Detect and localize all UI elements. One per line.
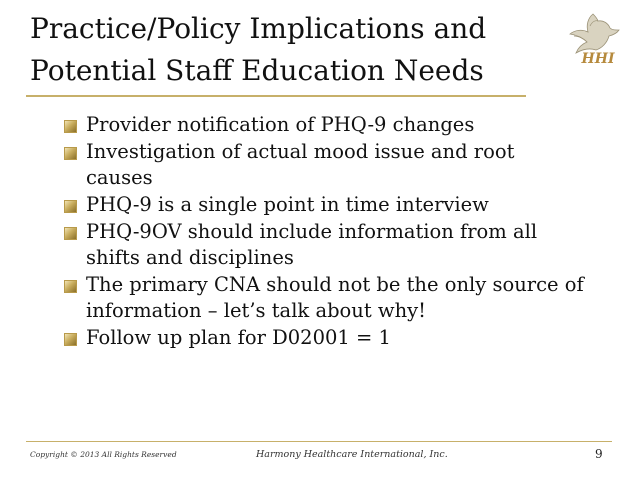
list-item xyxy=(64,325,584,351)
bullet-text: Investigation of actual mood issue and root causes xyxy=(86,140,515,189)
list-item xyxy=(64,219,584,271)
gold-square-bullet-icon xyxy=(64,333,77,346)
slide-title xyxy=(30,8,570,92)
footer-divider xyxy=(26,441,612,442)
bullet-text: PHQ-9OV should include information from all shifts and disciplines xyxy=(86,220,538,269)
list-item xyxy=(64,139,584,191)
gold-square-bullet-icon xyxy=(64,147,77,160)
bullet-list xyxy=(64,112,584,352)
title-line-2: Potential Staff Education Needs xyxy=(30,54,484,87)
list-item xyxy=(64,192,584,218)
list-item xyxy=(64,112,584,138)
bullet-text: Follow up plan for D02001 = 1 xyxy=(86,326,391,349)
footer-copyright: Copyright © 2013 All Rights Reserved xyxy=(30,450,177,459)
bullet-text: PHQ-9 is a single point in time interview xyxy=(86,193,489,216)
footer-company: Harmony Healthcare International, Inc. xyxy=(256,449,448,460)
list-item xyxy=(64,272,584,324)
gold-square-bullet-icon xyxy=(64,227,77,240)
bullet-text: The primary CNA should not be the only source of information – let’s talk about why! xyxy=(86,273,584,322)
title-line-1: Practice/Policy Implications and xyxy=(30,12,487,45)
gold-square-bullet-icon xyxy=(64,280,77,293)
logo-text: HHI xyxy=(581,51,615,67)
gold-square-bullet-icon xyxy=(64,200,77,213)
title-underline xyxy=(26,95,526,97)
bullet-text: Provider notification of PHQ-9 changes xyxy=(86,113,475,136)
gold-square-bullet-icon xyxy=(64,120,77,133)
dove-logo-icon xyxy=(566,8,624,70)
page-number: 9 xyxy=(595,447,603,461)
